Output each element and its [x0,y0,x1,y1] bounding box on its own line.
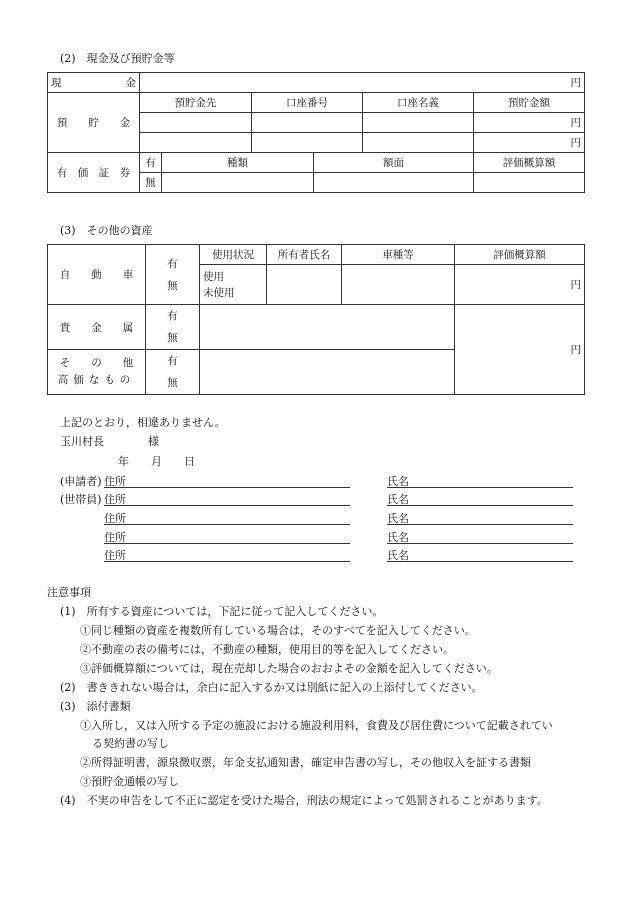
cash-deposit-table [47,72,585,193]
valuables-no: 無 [167,377,178,389]
applicant-prefix: (申請者) [60,475,102,488]
metal-yes-no[interactable] [146,305,200,350]
name-label: 氏名 [387,531,409,544]
deposit-account-holder-field[interactable] [363,113,474,133]
note-line: (1) 所有する資産については，下記に従って記入してください。 [60,605,384,618]
valuables-label-line1: そ の 他 [59,357,134,369]
deposit-bank-field[interactable] [140,113,252,133]
name-field[interactable] [387,490,573,506]
note-line: (4) 不実の申告をして不正に認定を受けた場合，刑法の規定によって処罰されることがあります。 [60,794,548,807]
name-field[interactable] [387,546,573,562]
car-estimate-field[interactable] [455,265,585,305]
usage-option-not-used: 未使用 [203,286,235,299]
note-line: ①入所し，又は入所する予定の施設における施設利用料，食費及び居住費について記載されてい [80,719,553,732]
note-line: ①同じ種類の資産を複数所有している場合は，そのすべてを記入してください。 [80,624,476,637]
note-line: ③預貯金通帳の写し [80,775,179,788]
valuables-yes-no[interactable] [146,350,200,395]
name-field[interactable] [387,528,573,544]
name-label: 氏名 [387,549,409,562]
deposit-account-holder-field[interactable] [363,133,474,153]
address-field[interactable] [104,509,350,525]
address-field[interactable] [104,546,350,562]
note-line: ②所得証明書，源泉徴収票，年金支払通知書，確定申告書の写し，その他収入を証する書類 [80,756,531,769]
metal-valuables-estimate-field[interactable] [455,305,585,395]
metal-label: 貴 金 属 [48,305,146,350]
securities-no[interactable]: 無 [140,173,162,193]
metal-detail-field[interactable] [200,305,455,350]
securities-yes[interactable]: 有 [140,153,162,173]
cash-label: 現 金 [48,73,140,93]
securities-face-value-field[interactable] [314,173,474,193]
declaration-date: 年 月 日 [118,455,195,468]
securities-header-type: 種類 [162,153,314,173]
yen-unit: 円 [570,77,581,89]
securities-header-face-value: 額面 [314,153,474,173]
securities-estimate-field[interactable] [474,173,585,193]
cash-section-heading: (2) 現金及び預貯金等 [60,52,175,65]
deposit-amount-field[interactable] [474,133,585,153]
declaration-statement: 上記のとおり，相違ありません。 [60,416,226,429]
address-label: 住所 [104,549,126,562]
address-field[interactable] [104,490,350,506]
address-label: 住所 [104,531,126,544]
household-prefix: (世帯員) [60,493,102,506]
usage-option-in-use: 使用 [203,270,224,283]
yen-unit: 円 [570,279,581,291]
deposit-header-account-number: 口座番号 [252,93,363,113]
yen-unit: 円 [570,117,581,129]
car-yes-no[interactable] [146,245,200,305]
valuables-label-line2: 高価なもの [57,374,136,386]
deposit-account-number-field[interactable] [252,133,363,153]
valuables-detail-field[interactable] [200,350,455,395]
name-label: 氏名 [387,512,409,525]
metal-no: 無 [167,332,178,344]
deposit-header-bank: 預貯金先 [140,93,252,113]
deposit-account-number-field[interactable] [252,113,363,133]
car-header-estimate: 評価概算額 [455,245,585,265]
metal-yes: 有 [167,310,178,322]
name-field[interactable] [387,509,573,525]
car-header-owner: 所有者氏名 [267,245,342,265]
notes-title: 注意事項 [47,586,91,599]
addressee: 玉川村長 様 [60,435,159,448]
address-label: 住所 [104,512,126,525]
deposit-bank-field[interactable] [140,133,252,153]
securities-header-estimate: 評価概算額 [474,153,585,173]
car-header-usage: 使用状況 [200,245,267,265]
note-line: (2) 書ききれない場合は，余白に記入するか又は別紙に記入の上添付してください。 [60,681,483,694]
address-field[interactable] [104,472,350,488]
yen-unit: 円 [570,137,581,149]
deposit-header-amount: 預貯金額 [474,93,585,113]
other-assets-table [47,244,585,395]
car-yes: 有 [167,257,178,270]
deposit-amount-field[interactable] [474,113,585,133]
name-label: 氏名 [387,475,409,488]
cash-amount-field[interactable] [140,73,585,93]
securities-label: 有 価 証 券 [48,153,140,193]
address-label: 住所 [104,475,126,488]
address-field[interactable] [104,528,350,544]
note-line: (3) 添付書類 [60,700,131,713]
deposit-label: 預 貯 金 [48,93,140,153]
car-usage-options[interactable] [200,265,267,305]
car-owner-field[interactable] [267,265,342,305]
car-no: 無 [167,279,178,292]
car-model-field[interactable] [342,265,455,305]
car-header-model: 車種等 [342,245,455,265]
note-line: る契約書の写し [92,737,169,750]
name-field[interactable] [387,472,573,488]
yen-unit: 円 [570,344,581,356]
note-line: ③評価概算額については，現在売却した場合のおおよその金額を記入してください。 [80,662,498,675]
address-label: 住所 [104,493,126,506]
car-label: 自 動 車 [48,245,146,305]
valuables-yes: 有 [167,355,178,367]
other-assets-heading: (3) その他の資産 [60,224,153,237]
deposit-header-account-holder: 口座名義 [363,93,474,113]
name-label: 氏名 [387,493,409,506]
securities-type-field[interactable] [162,173,314,193]
note-line: ②不動産の表の備考には，不動産の種類，使用目的等を記入してください。 [80,643,454,656]
valuables-label [48,350,146,395]
